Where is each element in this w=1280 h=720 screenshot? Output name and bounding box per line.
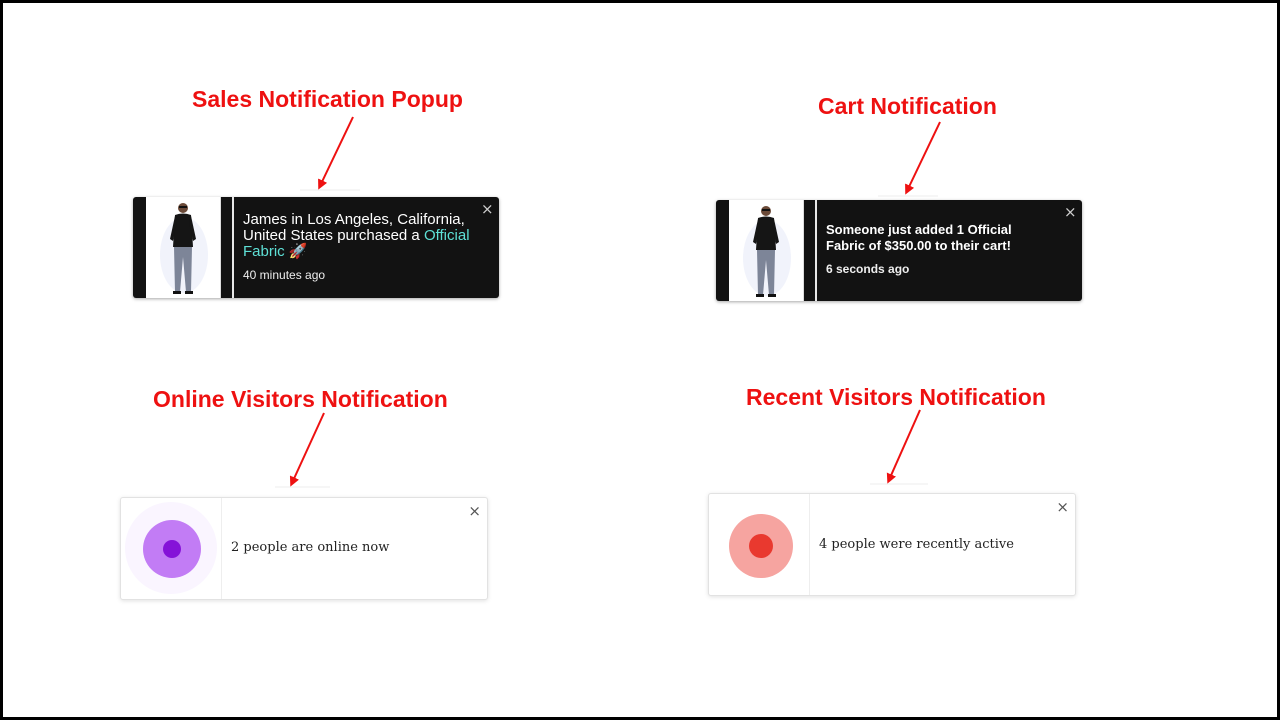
close-icon[interactable]: × xyxy=(481,200,494,218)
sales-notification-popup[interactable] xyxy=(133,197,499,298)
online-icon-area xyxy=(121,498,222,599)
online-dot xyxy=(163,540,181,558)
label-recent-visitors: Recent Visitors Notification xyxy=(746,384,1046,410)
recent-message: 4 people were recently active xyxy=(819,537,1014,552)
cart-timestamp: 6 seconds ago xyxy=(826,262,910,276)
popup-divider xyxy=(232,197,234,298)
close-icon[interactable]: × xyxy=(1056,498,1069,516)
arrow-online xyxy=(292,413,324,483)
product-link[interactable]: Official Fabric xyxy=(243,227,470,260)
recent-visitors-popup[interactable] xyxy=(708,493,1076,596)
sales-message xyxy=(243,212,479,260)
sales-message-text: James in Los Angeles, California, United States purchased a xyxy=(243,211,465,244)
online-visitors-popup[interactable] xyxy=(120,497,488,600)
person-photo-icon xyxy=(729,200,803,301)
label-cart-notification: Cart Notification xyxy=(818,93,997,119)
arrow-recent xyxy=(889,410,920,480)
label-sales-notification: Sales Notification Popup xyxy=(192,86,463,112)
person-photo-icon xyxy=(146,197,220,298)
cart-message: Someone just added 1 Official Fabric of $350.00 to their cart! xyxy=(826,222,1012,253)
sales-timestamp: 40 minutes ago xyxy=(243,268,326,282)
close-icon[interactable]: × xyxy=(468,502,481,520)
arrow-sales xyxy=(320,117,353,186)
product-image[interactable] xyxy=(146,197,221,298)
close-icon[interactable]: × xyxy=(1064,203,1077,221)
sales-text-block xyxy=(243,212,479,282)
product-image[interactable] xyxy=(729,200,804,301)
rocket-icon: 🚀 xyxy=(288,243,308,260)
recent-icon-area xyxy=(709,494,810,595)
online-message: 2 people are online now xyxy=(231,540,390,555)
cart-notification-popup[interactable] xyxy=(716,200,1082,301)
recent-dot xyxy=(749,534,773,558)
arrow-cart xyxy=(907,122,940,191)
popup-divider xyxy=(815,200,817,301)
cart-text-block xyxy=(826,222,1048,276)
label-online-visitors: Online Visitors Notification xyxy=(153,386,448,412)
